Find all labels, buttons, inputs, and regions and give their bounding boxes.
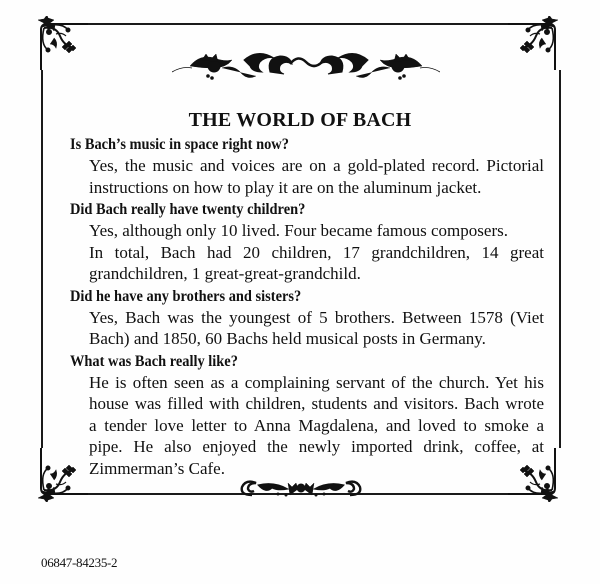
answer-line: pipe. He also enjoyed the newly imported drink, coffee, at <box>89 437 544 456</box>
answer-line: Yes, although only 10 lived. Four became famous composers. <box>89 221 508 240</box>
answer-line: In total, Bach had 20 children, 17 grandchildren, 14 great <box>89 242 544 262</box>
top-flourish-icon <box>172 46 440 84</box>
corner-ornament-icon <box>34 16 88 70</box>
answer-line: grandchildren, 1 great-great-grandchild. <box>89 264 361 283</box>
answer-line: Yes, the music and voices are on a gold-plated record. Pictorial <box>89 156 544 175</box>
faq-question: Is Bach’s music in space right now? <box>70 136 289 153</box>
answer-line: a tender love letter to Anna Magdalena, and loved to smoke a <box>89 415 544 435</box>
faq-answer <box>89 155 544 198</box>
corner-ornament-icon <box>508 16 562 70</box>
answer-line: Bach) and 1850, 60 Bachs held musical posts in Germany. <box>89 329 486 348</box>
catalog-number: 06847-84235-2 <box>41 555 118 570</box>
faq-answer <box>89 372 544 480</box>
faq-question: What was Bach really like? <box>70 352 238 370</box>
faq-content <box>70 134 560 480</box>
answer-line: house was filled with children, students and visitors. Bach wrote <box>89 394 544 413</box>
faq-question: Did he have any brothers and sisters? <box>70 287 302 305</box>
faq-answer <box>89 307 544 350</box>
answer-line: Zimmerman’s Cafe. <box>89 458 225 478</box>
bottom-flourish-icon <box>238 477 364 499</box>
answer-line: Yes, Bach was the youngest of 5 brothers. Between 1578 (Viet <box>89 307 544 327</box>
answer-line: instructions on how to play it are on the aluminum jacket. <box>89 177 482 197</box>
faq-question: Did Bach really have twenty children? <box>70 201 306 218</box>
page-title: THE WORLD OF BACH <box>188 109 412 132</box>
faq-answer <box>89 220 544 285</box>
answer-line: He is often seen as a complaining servant of the church. Yet his <box>89 372 544 392</box>
